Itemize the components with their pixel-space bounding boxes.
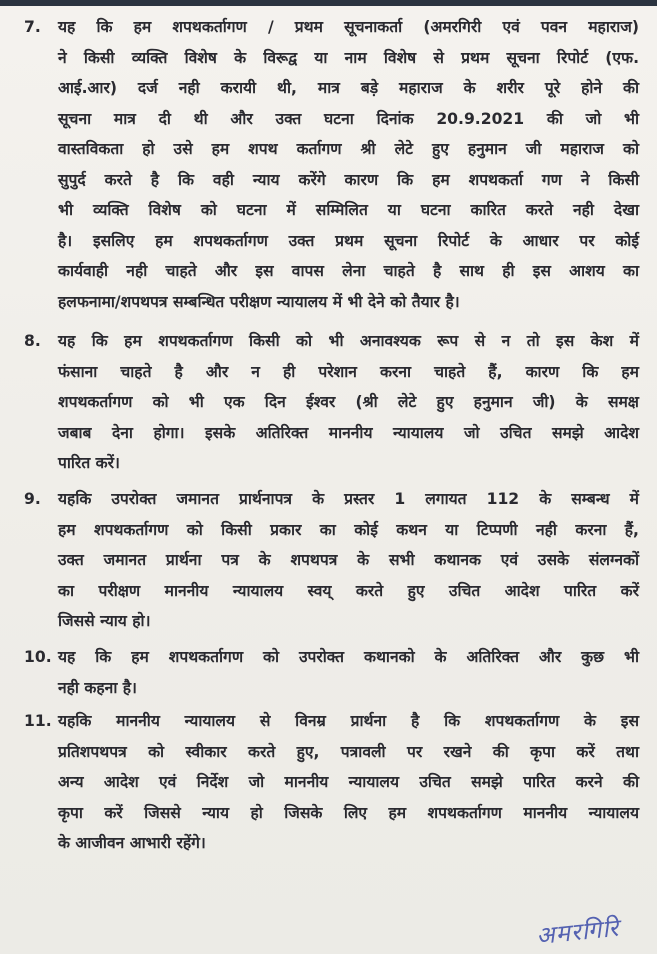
paragraph-body bbox=[58, 12, 639, 317]
paragraph-number: 8. bbox=[24, 332, 41, 350]
text-line: हम शपथकर्तागण को किसी प्रकार का कोई कथन या टिप्पणी नही करना हैं, bbox=[58, 520, 639, 539]
text-line: के आजीवन आभारी रहेंगे। bbox=[58, 834, 206, 852]
paragraph-11 bbox=[24, 706, 639, 859]
text-line: ने किसी व्यक्ति विशेष के विरूद्व या नाम विशेष से प्रथम सूचना रिपोर्ट (एफ. bbox=[58, 48, 639, 67]
text-line: वास्तविकता हो उसे हम शपथ कर्तागण श्री लेटे हुए हनुमान जी महाराज को bbox=[58, 140, 639, 158]
paragraph-body bbox=[58, 484, 639, 637]
text-line: पारित करें। bbox=[58, 454, 120, 472]
paragraph-number: 9. bbox=[24, 490, 41, 508]
paragraph-10 bbox=[24, 642, 639, 703]
text-line: कृपा करें जिससे न्याय हो जिसके लिए हम शपथकर्तागण माननीय न्यायालय bbox=[58, 803, 639, 822]
text-line: उक्त जमानत प्रार्थना पत्र के शपथपत्र के सभी कथानक एवं उसके संलग्नकों bbox=[58, 551, 639, 569]
paragraph-body bbox=[58, 326, 639, 479]
text-line: का परीक्षण माननीय न्यायालय स्वय् करते हुए उचित आदेश पारित करें bbox=[58, 581, 639, 600]
text-line: फंसाना चाहते है और न ही परेशान करना चाहते हैं, कारण कि हम bbox=[58, 362, 639, 381]
text-line: कार्यवाही नही चाहते और इस वापस लेना चाहते है साथ ही इस आशय का bbox=[58, 262, 639, 280]
paragraph-9 bbox=[24, 484, 639, 637]
text-line: शपथकर्तागण को भी एक दिन ईश्वर (श्री लेटे हुए हनुमान जी) के समक्ष bbox=[58, 393, 639, 411]
text-line: भी व्यक्ति विशेष को घटना में सम्मिलित या घटना कारित करते नही देखा bbox=[58, 201, 639, 219]
text-line: अन्य आदेश एवं निर्देश जो माननीय न्यायालय उचित समझे पारित करने की bbox=[58, 773, 639, 791]
paragraph-8 bbox=[24, 326, 639, 479]
text-line: हलफनामा/शपथपत्र सम्बन्धित परीक्षण न्यायालय में भी देने को तैयार है। bbox=[58, 292, 460, 311]
text-line: नही कहना है। bbox=[58, 678, 137, 697]
paragraph-7 bbox=[24, 12, 639, 317]
text-line: सूचना मात्र दी थी और उक्त घटना दिनांक 20.9.2021 की जो भी bbox=[58, 109, 639, 128]
text-line: सुपुर्द करते है कि वही न्याय करेंगे कारण कि हम शपथकर्ता गण ने किसी bbox=[58, 170, 639, 189]
text-line: यहकि उपरोक्त जमानत प्रार्थनापत्र के प्रस्तर 1 लगायत 112 के सम्बन्ध में bbox=[58, 490, 639, 508]
text-line: जिससे न्याय हो। bbox=[58, 612, 151, 630]
paragraph-body bbox=[58, 706, 639, 859]
handwritten-signature: अमरगिरि bbox=[534, 913, 621, 951]
text-line: जबाब देना होगा। इसके अतिरिक्त माननीय न्यायालय जो उचित समझे आदेश bbox=[58, 423, 639, 442]
paragraph-number: 11. bbox=[24, 712, 52, 730]
text-line: यह कि हम शपथकर्तागण / प्रथम सूचनाकर्ता (अमरगिरी एवं पवन महाराज) bbox=[58, 18, 639, 36]
paragraph-number: 10. bbox=[24, 648, 52, 666]
text-line: है। इसलिए हम शपथकर्तागण उक्त प्रथम सूचना रिपोर्ट के आधार पर कोई bbox=[58, 231, 639, 250]
paragraph-number: 7. bbox=[24, 18, 41, 36]
paragraph-body bbox=[58, 642, 639, 703]
text-line: आई.आर) दर्ज नही करायी थी, मात्र बड़े महाराज के शरीर पूरे होने की bbox=[58, 79, 639, 97]
document-page bbox=[0, 6, 657, 954]
text-line: प्रतिशपथपत्र को स्वीकार करते हुए, पत्रावली पर रखने की कृपा करें तथा bbox=[58, 742, 639, 761]
text-line: यह कि हम शपथकर्तागण को उपरोक्त कथानको के अतिरिक्त और कुछ भी bbox=[58, 648, 639, 666]
text-line: यहकि माननीय न्यायालय से विनम्र प्रार्थना है कि शपथकर्तागण के इस bbox=[58, 712, 639, 730]
text-line: यह कि हम शपथकर्तागण किसी को भी अनावश्यक रूप से न तो इस केश में bbox=[58, 332, 639, 350]
